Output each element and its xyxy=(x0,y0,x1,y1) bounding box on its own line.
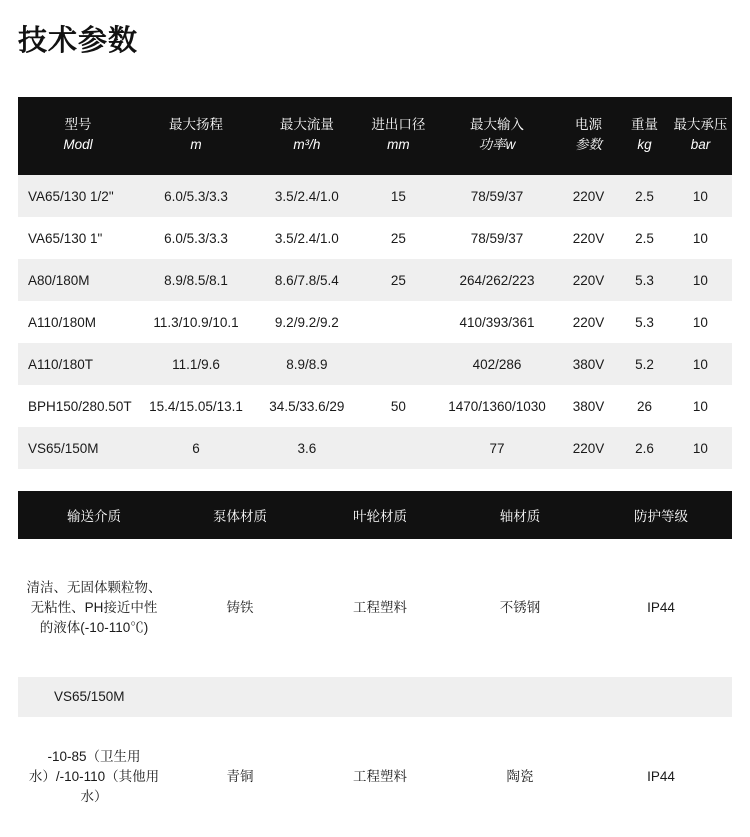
column-header-shaft-material: 轴材质 xyxy=(450,491,590,539)
cell-power: 78/59/37 xyxy=(437,217,557,259)
cell-pressure: 10 xyxy=(669,427,732,469)
table-row xyxy=(18,427,732,469)
cell-port: 25 xyxy=(360,259,437,301)
specification-table xyxy=(18,97,732,469)
cell-flow: 3.5/2.4/1.0 xyxy=(254,175,360,217)
column-header-power-supply: 电源 参数 xyxy=(557,97,620,175)
cell-port xyxy=(360,427,437,469)
material-table-header-row xyxy=(18,491,732,539)
cell-head: 6.0/5.3/3.3 xyxy=(138,175,254,217)
cell-power: 1470/1360/1030 xyxy=(437,385,557,427)
cell-pressure: 10 xyxy=(669,343,732,385)
table-row xyxy=(18,259,732,301)
cell-power: 78/59/37 xyxy=(437,175,557,217)
cell-model-subheader: VS65/150M xyxy=(18,677,170,717)
cell-voltage: 220V xyxy=(557,175,620,217)
column-header-pump-body-material: 泵体材质 xyxy=(170,491,310,539)
cell-pressure: 10 xyxy=(669,385,732,427)
column-header-port-size: 进出口径 mm xyxy=(360,97,437,175)
cell-voltage: 380V xyxy=(557,385,620,427)
cell-pump-body: 铸铁 xyxy=(170,539,310,677)
cell-power: 77 xyxy=(437,427,557,469)
cell-weight: 2.6 xyxy=(620,427,669,469)
spec-table-header-row xyxy=(18,97,732,175)
cell-port xyxy=(360,301,437,343)
column-header-max-pressure: 最大承压 bar xyxy=(669,97,732,175)
cell-power: 402/286 xyxy=(437,343,557,385)
cell-protection: IP44 xyxy=(590,539,732,677)
cell-model: A110/180T xyxy=(18,343,138,385)
cell-model: BPH150/280.50T xyxy=(18,385,138,427)
column-header-max-flow: 最大流量 m³/h xyxy=(254,97,360,175)
table-row xyxy=(18,539,732,677)
column-header-weight: 重量 kg xyxy=(620,97,669,175)
cell-empty xyxy=(450,677,590,717)
cell-pump-body: 青铜 xyxy=(170,717,310,837)
cell-head: 15.4/15.05/13.1 xyxy=(138,385,254,427)
cell-flow: 3.6 xyxy=(254,427,360,469)
cell-shaft: 陶瓷 xyxy=(450,717,590,837)
table-row xyxy=(18,385,732,427)
table-row xyxy=(18,217,732,259)
table-row xyxy=(18,301,732,343)
cell-port: 50 xyxy=(360,385,437,427)
cell-weight: 5.3 xyxy=(620,259,669,301)
cell-medium: -10-85（卫生用水）/-10-110（其他用水） xyxy=(18,717,170,837)
cell-model: VS65/150M xyxy=(18,427,138,469)
cell-head: 11.1/9.6 xyxy=(138,343,254,385)
cell-weight: 26 xyxy=(620,385,669,427)
cell-model: A80/180M xyxy=(18,259,138,301)
table-subheader-row xyxy=(18,677,732,717)
cell-head: 11.3/10.9/10.1 xyxy=(138,301,254,343)
cell-pressure: 10 xyxy=(669,175,732,217)
cell-head: 8.9/8.5/8.1 xyxy=(138,259,254,301)
cell-pressure: 10 xyxy=(669,301,732,343)
cell-head: 6 xyxy=(138,427,254,469)
cell-empty xyxy=(310,677,450,717)
cell-voltage: 220V xyxy=(557,427,620,469)
column-header-max-head: 最大扬程 m xyxy=(138,97,254,175)
cell-port: 15 xyxy=(360,175,437,217)
table-row xyxy=(18,343,732,385)
column-header-protection-class: 防护等级 xyxy=(590,491,732,539)
material-table xyxy=(18,491,732,837)
cell-pressure: 10 xyxy=(669,259,732,301)
cell-voltage: 220V xyxy=(557,217,620,259)
cell-voltage: 380V xyxy=(557,343,620,385)
page-title: 技术参数 xyxy=(18,25,139,57)
table-row xyxy=(18,175,732,217)
cell-flow: 3.5/2.4/1.0 xyxy=(254,217,360,259)
column-header-impeller-material: 叶轮材质 xyxy=(310,491,450,539)
cell-weight: 2.5 xyxy=(620,175,669,217)
cell-protection: IP44 xyxy=(590,717,732,837)
cell-model: VA65/130 1" xyxy=(18,217,138,259)
table-row xyxy=(18,717,732,837)
cell-flow: 8.6/7.8/5.4 xyxy=(254,259,360,301)
cell-impeller: 工程塑料 xyxy=(310,717,450,837)
cell-model: VA65/130 1/2" xyxy=(18,175,138,217)
cell-model: A110/180M xyxy=(18,301,138,343)
cell-flow: 8.9/8.9 xyxy=(254,343,360,385)
cell-empty xyxy=(170,677,310,717)
cell-voltage: 220V xyxy=(557,259,620,301)
cell-port xyxy=(360,343,437,385)
column-header-model: 型号 Modl xyxy=(18,97,138,175)
cell-voltage: 220V xyxy=(557,301,620,343)
cell-head: 6.0/5.3/3.3 xyxy=(138,217,254,259)
cell-weight: 2.5 xyxy=(620,217,669,259)
cell-empty xyxy=(590,677,732,717)
cell-weight: 5.3 xyxy=(620,301,669,343)
column-header-medium: 输送介质 xyxy=(18,491,170,539)
cell-weight: 5.2 xyxy=(620,343,669,385)
cell-impeller: 工程塑料 xyxy=(310,539,450,677)
cell-flow: 34.5/33.6/29 xyxy=(254,385,360,427)
cell-shaft: 不锈钢 xyxy=(450,539,590,677)
cell-power: 410/393/361 xyxy=(437,301,557,343)
cell-port: 25 xyxy=(360,217,437,259)
spec-page xyxy=(0,18,750,837)
cell-medium: 清洁、无固体颗粒物、无粘性、PH接近中性的液体(-10-110℃) xyxy=(18,539,170,677)
column-header-max-input-power: 最大输入 功率w xyxy=(437,97,557,175)
cell-flow: 9.2/9.2/9.2 xyxy=(254,301,360,343)
cell-power: 264/262/223 xyxy=(437,259,557,301)
cell-pressure: 10 xyxy=(669,217,732,259)
